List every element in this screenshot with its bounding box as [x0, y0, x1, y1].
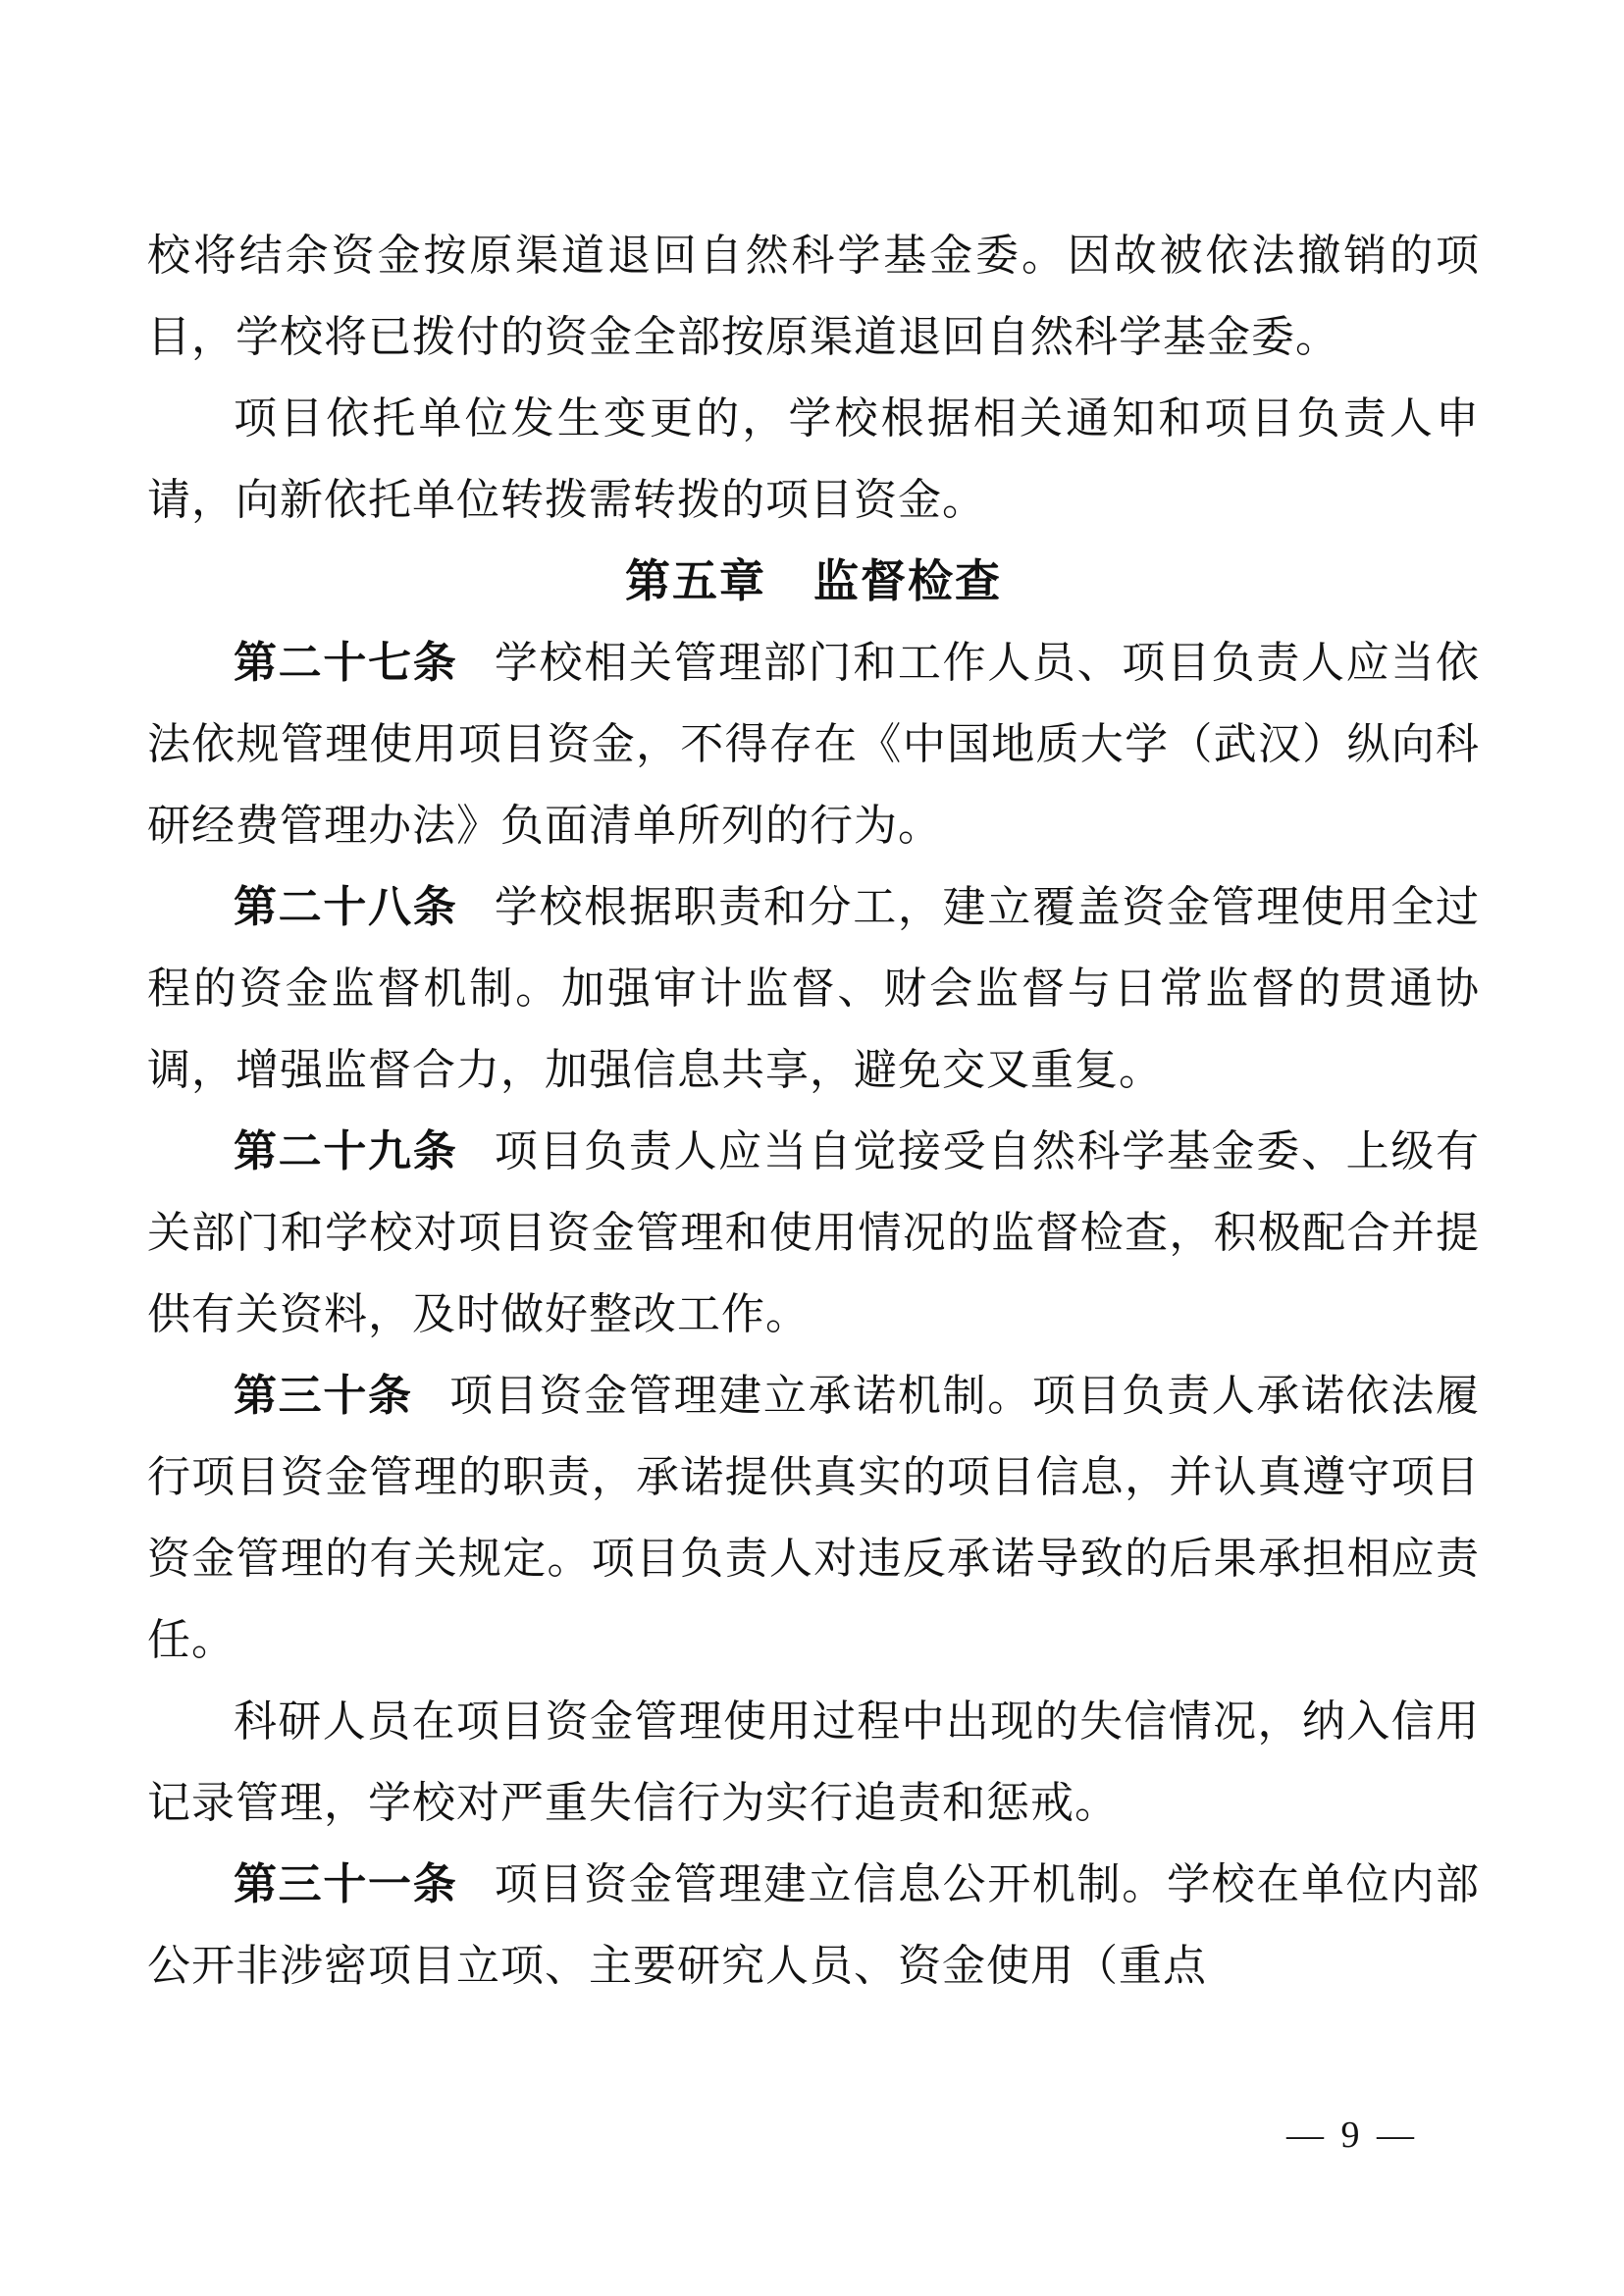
article-27-text: 学校相关管理部门和工作人员、项目负责人应当依法依规管理使用项目资金，不得存在《中国地质大学（武汉）纵向科研经费管理办法》负面清单所列的行为。	[147, 639, 1481, 850]
paragraph-continuation: 校将结余资金按原渠道退回自然科学基金委。因故被依法撤销的项目，学校将已拨付的资金全部按原渠道退回自然科学基金委。	[147, 232, 1480, 361]
article-30-text: 项目资金管理建立承诺机制。项目负责人承诺依法履行项目资金管理的职责，承诺提供真实的项目信息，并认真遵守项目资金管理的有关规定。项目负责人对违反承诺导致的后果承担相应责任。	[147, 1372, 1481, 1664]
article-29-number: 第二十九条	[234, 1127, 458, 1175]
chapter-heading: 第五章 监督检查	[625, 555, 1002, 606]
article-27-paragraph	[147, 622, 1480, 866]
article-31-number: 第三十一条	[234, 1860, 458, 1908]
article-29-text: 项目负责人应当自觉接受自然科学基金委、上级有关部门和学校对项目资金管理和使用情况的监督检查，积极配合并提供有关资料，及时做好整改工作。	[147, 1127, 1481, 1338]
article-28-number: 第二十八条	[234, 883, 458, 931]
text-block	[147, 215, 1480, 2007]
article-29-paragraph	[147, 1111, 1480, 1355]
article-28-paragraph	[147, 866, 1480, 1111]
paragraph-transfer: 项目依托单位发生变更的，学校根据相关通知和项目负责人申请，向新依托单位转拨需转拨的项目资金。	[147, 394, 1480, 524]
article-31-text: 项目资金管理建立信息公开机制。学校在单位内部公开非涉密项目立项、主要研究人员、资金使用（重点	[147, 1860, 1481, 1990]
page-number: — 9 —	[1286, 2114, 1418, 2156]
paragraph-credit-record: 科研人员在项目资金管理使用过程中出现的失信情况，纳入信用记录管理，学校对严重失信行为实行追责和惩戒。	[147, 1697, 1480, 1827]
article-30-number: 第三十条	[234, 1372, 413, 1420]
article-28-text: 学校根据职责和分工，建立覆盖资金管理使用全过程的资金监督机制。加强审计监督、财会监督与日常监督的贯通协调，增强监督合力，加强信息共享，避免交叉重复。	[147, 883, 1481, 1094]
article-30-paragraph	[147, 1355, 1480, 1681]
article-31-paragraph	[147, 1844, 1480, 2007]
article-27-number: 第二十七条	[234, 639, 458, 687]
